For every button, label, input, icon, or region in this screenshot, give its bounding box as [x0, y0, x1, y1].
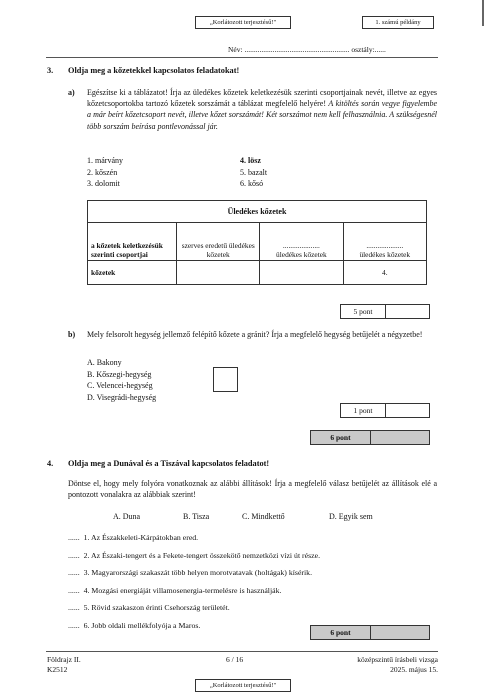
statement-row: [68, 568, 320, 586]
task4-text: Döntse el, hogy mely folyóra vonatkoznak az alábbi állítások! Írja a megfelelő válasz betűjelét az állítások elé a pontozott vonalakra az alábbiak szerint!: [68, 479, 437, 500]
rock-list-right: [240, 156, 267, 191]
answer-dots: ....................: [366, 241, 404, 250]
task3b-text: Mely felsorolt hegység jellemző felépítő kőzete a gránit? Írja a megfelelő hegység betűjelét a négyzetbe!: [87, 330, 423, 339]
statement-text: 3. Magyarországi szakaszát több helyen morotvatavak (holtágak) kísérik.: [83, 568, 313, 578]
option-item: C. Velencei-hegység: [87, 381, 153, 390]
restricted-label-top: „Korlátozott terjesztésű!": [195, 16, 291, 29]
restricted-label-bottom: „Korlátozott terjesztésű!": [195, 679, 291, 692]
answer-box[interactable]: [213, 367, 238, 392]
answer-option: D. Egyik sem: [329, 512, 373, 521]
task3b-letter: b): [68, 330, 76, 339]
rock-item: 6. kősó: [240, 179, 264, 188]
option-item: A. Bakony: [87, 358, 122, 367]
rock-item: 4. lösz: [240, 156, 261, 165]
rock-item: 1. márvány: [87, 156, 123, 165]
task3-total-box: [310, 430, 430, 445]
answer-option: A. Duna: [113, 512, 141, 521]
task3-number: 3.: [47, 66, 54, 75]
table-cell-group3[interactable]: [343, 223, 426, 261]
statement-row: [68, 621, 320, 639]
task4-number: 4.: [47, 459, 54, 468]
table-answer-cell[interactable]: 4.: [343, 261, 426, 285]
statement-row: [68, 586, 320, 604]
rock-item: 3. dolomit: [87, 179, 120, 188]
rock-list-left: [87, 156, 123, 191]
answer-dots[interactable]: ......: [68, 550, 80, 560]
statement-text: 5. Rövid szakaszon érinti Csehország területét.: [83, 603, 230, 613]
task3a-points: 5 pont: [341, 305, 386, 318]
statement-text: 1. Az Északkeleti-Kárpátokban ered.: [83, 533, 199, 542]
sedimentary-rocks-table: [87, 200, 427, 285]
rock-item: 5. bazalt: [240, 167, 268, 177]
task3a-letter: a): [68, 88, 75, 97]
answer-dots: ....................: [282, 241, 320, 250]
rock-item: 2. kőszén: [87, 167, 118, 177]
header-rule: [46, 57, 438, 58]
footer-code: K2512: [47, 665, 68, 674]
task3a-instructions: [87, 87, 437, 132]
mountain-options: [87, 358, 156, 404]
footer-subject: Földrajz II.: [47, 655, 81, 664]
answer-dots[interactable]: ......: [68, 620, 80, 630]
option-item: B. Kőszegi-hegység: [87, 369, 152, 379]
task4-total-points: 6 pont: [311, 626, 371, 639]
statement-list: [68, 533, 320, 639]
footer-exam: középszintű írásbeli vizsga: [357, 655, 438, 664]
page-edge-mark: [482, 0, 484, 26]
statement-text: 4. Mozgási energiáját villamosenergia-termelésre is használják.: [83, 585, 282, 595]
task3-total-points: 6 pont: [311, 431, 371, 444]
table-cell-label: üledékes kőzetek: [276, 250, 327, 259]
table-row-header-groups: a kőzetek keletkezésük szerinti csoportjai: [88, 223, 177, 261]
table-row-header-rocks: kőzetek: [88, 261, 177, 285]
footer-rule: [46, 651, 438, 652]
table-cell-organic: szerves eredetű üledékes kőzetek: [177, 223, 260, 261]
answer-dots[interactable]: ......: [68, 533, 80, 542]
answer-dots[interactable]: ......: [68, 603, 80, 613]
task3a-score-box: [340, 304, 430, 319]
copy-label: 1. számú példány: [362, 16, 434, 29]
table-title: Üledékes kőzetek: [88, 201, 427, 223]
task4-title: Oldja meg a Dunával és a Tiszával kapcsolatos feladatot!: [68, 459, 270, 468]
footer-date: 2025. május 15.: [390, 665, 438, 674]
name-line: Név: ........................................................ osztály:......: [228, 45, 386, 54]
task3a-italic-text: A kitöltés során vegye figyelembe a már beírt kőzetcsoport nevét, illetve kőzet sorszámát! Két sorszámot nem kell felhasználnia. A szükségesnél több sorszám beírása pontlevonással jár.: [87, 99, 437, 131]
footer-page-number: 6 / 16: [226, 655, 244, 664]
table-cell-label: üledékes kőzetek: [359, 250, 411, 259]
option-item: D. Visegrádi-hegység: [87, 392, 157, 402]
task3a-text: Egészítse ki a táblázatot! Írja az üledékes kőzetek keletkezésük szerinti csoportjainak nevét, illetve az egyes kőzetcsoportokba tartozó kőzetek sorszámát a táblázat megfelelő helyére!: [87, 88, 437, 109]
statement-row: [68, 533, 320, 551]
task3-title: Oldja meg a kőzetekkel kapcsolatos feladatokat!: [68, 66, 240, 75]
answer-option: C. Mindkettő: [242, 512, 285, 521]
statement-row: [68, 551, 320, 569]
task3b-points: 1 pont: [341, 404, 386, 417]
answer-dots[interactable]: ......: [68, 585, 80, 595]
table-answer-cell[interactable]: [260, 261, 343, 285]
answer-option: B. Tisza: [183, 512, 210, 521]
task4-total-box: [310, 625, 430, 640]
table-answer-cell[interactable]: [177, 261, 260, 285]
table-cell-group2[interactable]: [260, 223, 343, 261]
statement-text: 2. Az Északi-tengert és a Fekete-tengert összekötő nemzetközi vízi út része.: [83, 550, 321, 560]
task3b-score-box: [340, 403, 430, 418]
statement-row: [68, 603, 320, 621]
statement-text: 6. Jobb oldali mellékfolyója a Maros.: [83, 620, 201, 630]
answer-dots[interactable]: ......: [68, 568, 80, 578]
